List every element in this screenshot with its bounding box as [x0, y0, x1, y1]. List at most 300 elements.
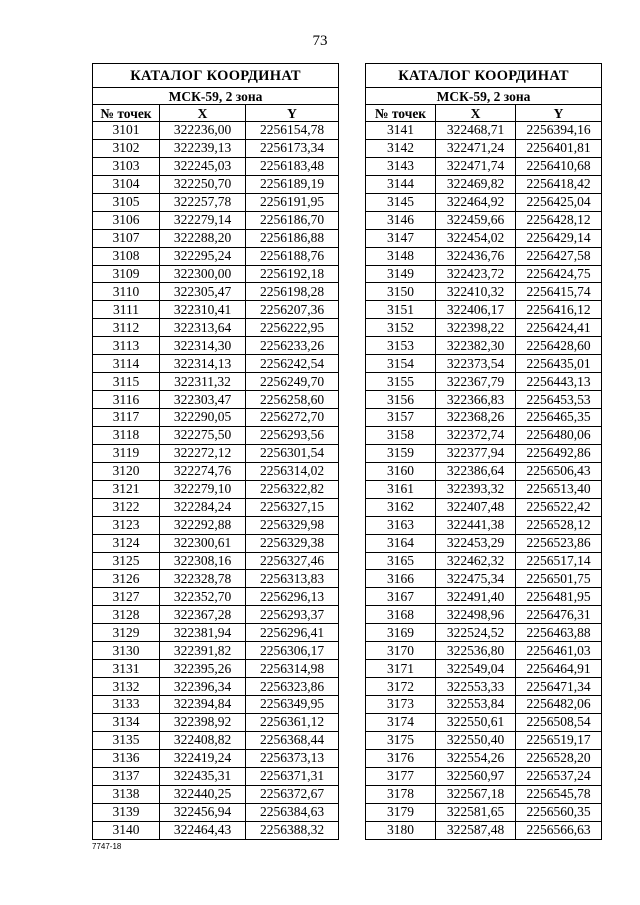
y-coordinate-cell: 2256327,46: [246, 552, 339, 570]
point-number-cell: 3174: [366, 713, 436, 731]
column-header-y: Y: [516, 105, 602, 122]
point-number-cell: 3127: [93, 588, 160, 606]
y-coordinate-cell: 2256233,26: [246, 337, 339, 355]
table-row: [93, 749, 339, 767]
x-coordinate-cell: 322398,22: [436, 319, 516, 337]
x-coordinate-cell: 322381,94: [160, 624, 246, 642]
table-row: [366, 265, 602, 283]
y-coordinate-cell: 2256306,17: [246, 642, 339, 660]
point-number-cell: 3122: [93, 498, 160, 516]
table-row: [93, 157, 339, 175]
y-coordinate-cell: 2256453,53: [516, 391, 602, 409]
point-number-cell: 3101: [93, 122, 160, 140]
table-row: [93, 660, 339, 678]
point-number-cell: 3158: [366, 426, 436, 444]
y-coordinate-cell: 2256418,42: [516, 175, 602, 193]
table-row: [93, 175, 339, 193]
point-number-cell: 3121: [93, 480, 160, 498]
x-coordinate-cell: 322310,41: [160, 301, 246, 319]
table-row: [93, 570, 339, 588]
point-number-cell: 3138: [93, 785, 160, 803]
x-coordinate-cell: 322440,25: [160, 785, 246, 803]
point-number-cell: 3120: [93, 462, 160, 480]
x-coordinate-cell: 322454,02: [436, 229, 516, 247]
x-coordinate-cell: 322311,32: [160, 373, 246, 391]
x-coordinate-cell: 322469,82: [436, 175, 516, 193]
table-row: [366, 409, 602, 427]
y-coordinate-cell: 2256506,43: [516, 462, 602, 480]
y-coordinate-cell: 2256545,78: [516, 785, 602, 803]
x-coordinate-cell: 322471,74: [436, 157, 516, 175]
x-coordinate-cell: 322456,94: [160, 803, 246, 821]
point-number-cell: 3157: [366, 409, 436, 427]
x-coordinate-cell: 322239,13: [160, 139, 246, 157]
y-coordinate-cell: 2256329,38: [246, 534, 339, 552]
table-row: [93, 606, 339, 624]
y-coordinate-cell: 2256428,60: [516, 337, 602, 355]
table-row: [93, 247, 339, 265]
y-coordinate-cell: 2256424,41: [516, 319, 602, 337]
point-number-cell: 3165: [366, 552, 436, 570]
point-number-cell: 3109: [93, 265, 160, 283]
page-number: 73: [312, 33, 328, 49]
x-coordinate-cell: 322491,40: [436, 588, 516, 606]
point-number-cell: 3151: [366, 301, 436, 319]
point-number-cell: 3163: [366, 516, 436, 534]
y-coordinate-cell: 2256272,70: [246, 409, 339, 427]
y-coordinate-cell: 2256296,13: [246, 588, 339, 606]
table-row: [93, 211, 339, 229]
x-coordinate-cell: 322305,47: [160, 283, 246, 301]
point-number-cell: 3141: [366, 122, 436, 140]
point-number-cell: 3143: [366, 157, 436, 175]
x-coordinate-cell: 322464,92: [436, 193, 516, 211]
x-coordinate-cell: 322395,26: [160, 660, 246, 678]
point-number-cell: 3155: [366, 373, 436, 391]
table-row: [366, 588, 602, 606]
table-row: [366, 498, 602, 516]
point-number-cell: 3126: [93, 570, 160, 588]
table-row: [93, 642, 339, 660]
x-coordinate-cell: 322423,72: [436, 265, 516, 283]
point-number-cell: 3161: [366, 480, 436, 498]
table-row: [366, 785, 602, 803]
point-number-cell: 3118: [93, 426, 160, 444]
table-row: [366, 480, 602, 498]
y-coordinate-cell: 2256476,31: [516, 606, 602, 624]
point-number-cell: 3103: [93, 157, 160, 175]
y-coordinate-cell: 2256528,20: [516, 749, 602, 767]
table-row: [366, 749, 602, 767]
point-number-cell: 3179: [366, 803, 436, 821]
catalog-title: КАТАЛОГ КООРДИНАТ: [93, 64, 339, 88]
y-coordinate-cell: 2256371,31: [246, 767, 339, 785]
x-coordinate-cell: 322275,50: [160, 426, 246, 444]
table-row: [93, 391, 339, 409]
y-coordinate-cell: 2256523,86: [516, 534, 602, 552]
x-coordinate-cell: 322314,13: [160, 355, 246, 373]
point-number-cell: 3108: [93, 247, 160, 265]
table-row: [366, 391, 602, 409]
y-coordinate-cell: 2256258,60: [246, 391, 339, 409]
column-header-y: Y: [246, 105, 339, 122]
y-coordinate-cell: 2256427,58: [516, 247, 602, 265]
table-row: [93, 373, 339, 391]
table-row: [93, 337, 339, 355]
table-row: [366, 193, 602, 211]
x-coordinate-cell: 322377,94: [436, 444, 516, 462]
x-coordinate-cell: 322290,05: [160, 409, 246, 427]
x-coordinate-cell: 322406,17: [436, 301, 516, 319]
point-number-cell: 3106: [93, 211, 160, 229]
y-coordinate-cell: 2256186,70: [246, 211, 339, 229]
point-number-cell: 3102: [93, 139, 160, 157]
y-coordinate-cell: 2256410,68: [516, 157, 602, 175]
point-number-cell: 3125: [93, 552, 160, 570]
y-coordinate-cell: 2256429,14: [516, 229, 602, 247]
table-row: [93, 193, 339, 211]
point-number-cell: 3140: [93, 821, 160, 839]
y-coordinate-cell: 2256296,41: [246, 624, 339, 642]
point-number-cell: 3167: [366, 588, 436, 606]
y-coordinate-cell: 2256313,83: [246, 570, 339, 588]
x-coordinate-cell: 322394,84: [160, 696, 246, 714]
point-number-cell: 3142: [366, 139, 436, 157]
table-row: [93, 713, 339, 731]
y-coordinate-cell: 2256508,54: [516, 713, 602, 731]
y-coordinate-cell: 2256519,17: [516, 731, 602, 749]
x-coordinate-cell: 322308,16: [160, 552, 246, 570]
x-coordinate-cell: 322398,92: [160, 713, 246, 731]
table-row: [366, 767, 602, 785]
x-coordinate-cell: 322292,88: [160, 516, 246, 534]
table-row: [366, 122, 602, 140]
point-number-cell: 3130: [93, 642, 160, 660]
table-row: [366, 534, 602, 552]
column-header-x: X: [436, 105, 516, 122]
x-coordinate-cell: 322408,82: [160, 731, 246, 749]
table-row: [93, 480, 339, 498]
table-row: [366, 157, 602, 175]
x-coordinate-cell: 322498,96: [436, 606, 516, 624]
y-coordinate-cell: 2256492,86: [516, 444, 602, 462]
y-coordinate-cell: 2256327,15: [246, 498, 339, 516]
y-coordinate-cell: 2256394,16: [516, 122, 602, 140]
table-row: [93, 534, 339, 552]
y-coordinate-cell: 2256388,32: [246, 821, 339, 839]
x-coordinate-cell: 322419,24: [160, 749, 246, 767]
y-coordinate-cell: 2256183,48: [246, 157, 339, 175]
point-number-cell: 3173: [366, 696, 436, 714]
point-number-cell: 3159: [366, 444, 436, 462]
x-coordinate-cell: 322567,18: [436, 785, 516, 803]
point-number-cell: 3128: [93, 606, 160, 624]
x-coordinate-cell: 322236,00: [160, 122, 246, 140]
x-coordinate-cell: 322300,61: [160, 534, 246, 552]
y-coordinate-cell: 2256384,63: [246, 803, 339, 821]
point-number-cell: 3149: [366, 265, 436, 283]
y-coordinate-cell: 2256463,88: [516, 624, 602, 642]
point-number-cell: 3124: [93, 534, 160, 552]
table-row: [366, 247, 602, 265]
x-coordinate-cell: 322393,32: [436, 480, 516, 498]
y-coordinate-cell: 2256566,63: [516, 821, 602, 839]
point-number-cell: 3119: [93, 444, 160, 462]
point-number-cell: 3180: [366, 821, 436, 839]
x-coordinate-cell: 322587,48: [436, 821, 516, 839]
y-coordinate-cell: 2256480,06: [516, 426, 602, 444]
point-number-cell: 3170: [366, 642, 436, 660]
x-coordinate-cell: 322373,54: [436, 355, 516, 373]
table-row: [366, 283, 602, 301]
x-coordinate-cell: 322436,76: [436, 247, 516, 265]
x-coordinate-cell: 322313,64: [160, 319, 246, 337]
table-row: [366, 552, 602, 570]
table-row: [366, 570, 602, 588]
y-coordinate-cell: 2256314,02: [246, 462, 339, 480]
y-coordinate-cell: 2256249,70: [246, 373, 339, 391]
x-coordinate-cell: 322581,65: [436, 803, 516, 821]
x-coordinate-cell: 322367,28: [160, 606, 246, 624]
y-coordinate-cell: 2256401,81: [516, 139, 602, 157]
table-row: [93, 462, 339, 480]
x-coordinate-cell: 322367,79: [436, 373, 516, 391]
table-row: [366, 211, 602, 229]
table-row: [93, 803, 339, 821]
x-coordinate-cell: 322396,34: [160, 678, 246, 696]
table-row: [93, 319, 339, 337]
y-coordinate-cell: 2256464,91: [516, 660, 602, 678]
catalog-subtitle: МСК-59, 2 зона: [93, 88, 339, 105]
point-number-cell: 3104: [93, 175, 160, 193]
table-row: [93, 122, 339, 140]
x-coordinate-cell: 322459,66: [436, 211, 516, 229]
point-number-cell: 3110: [93, 283, 160, 301]
point-number-cell: 3150: [366, 283, 436, 301]
x-coordinate-cell: 322554,26: [436, 749, 516, 767]
x-coordinate-cell: 322471,24: [436, 139, 516, 157]
point-number-cell: 3135: [93, 731, 160, 749]
table-row: [93, 355, 339, 373]
y-coordinate-cell: 2256461,03: [516, 642, 602, 660]
table-row: [366, 319, 602, 337]
catalog-title: КАТАЛОГ КООРДИНАТ: [366, 64, 602, 88]
x-coordinate-cell: 322257,78: [160, 193, 246, 211]
x-coordinate-cell: 322468,71: [436, 122, 516, 140]
table-row: [93, 301, 339, 319]
table-row: [366, 444, 602, 462]
point-number-cell: 3113: [93, 337, 160, 355]
x-coordinate-cell: 322386,64: [436, 462, 516, 480]
y-coordinate-cell: 2256465,35: [516, 409, 602, 427]
point-number-cell: 3107: [93, 229, 160, 247]
table-row: [366, 373, 602, 391]
table-row: [93, 498, 339, 516]
y-coordinate-cell: 2256513,40: [516, 480, 602, 498]
y-coordinate-cell: 2256222,95: [246, 319, 339, 337]
point-number-cell: 3134: [93, 713, 160, 731]
table-row: [93, 552, 339, 570]
coordinate-catalog-table-right: [365, 63, 602, 840]
column-header-point-number: № точек: [366, 105, 436, 122]
x-coordinate-cell: 322391,82: [160, 642, 246, 660]
y-coordinate-cell: 2256314,98: [246, 660, 339, 678]
x-coordinate-cell: 322279,10: [160, 480, 246, 498]
point-number-cell: 3115: [93, 373, 160, 391]
table-row: [366, 606, 602, 624]
y-coordinate-cell: 2256301,54: [246, 444, 339, 462]
y-coordinate-cell: 2256415,74: [516, 283, 602, 301]
x-coordinate-cell: 322441,38: [436, 516, 516, 534]
table-row: [366, 660, 602, 678]
y-coordinate-cell: 2256522,42: [516, 498, 602, 516]
y-coordinate-cell: 2256528,12: [516, 516, 602, 534]
x-coordinate-cell: 322453,29: [436, 534, 516, 552]
point-number-cell: 3148: [366, 247, 436, 265]
table-row: [366, 301, 602, 319]
y-coordinate-cell: 2256537,24: [516, 767, 602, 785]
y-coordinate-cell: 2256198,28: [246, 283, 339, 301]
x-coordinate-cell: 322536,80: [436, 642, 516, 660]
x-coordinate-cell: 322407,48: [436, 498, 516, 516]
x-coordinate-cell: 322382,30: [436, 337, 516, 355]
point-number-cell: 3116: [93, 391, 160, 409]
point-number-cell: 3153: [366, 337, 436, 355]
point-number-cell: 3172: [366, 678, 436, 696]
y-coordinate-cell: 2256517,14: [516, 552, 602, 570]
table-row: [93, 731, 339, 749]
point-number-cell: 3154: [366, 355, 436, 373]
point-number-cell: 3168: [366, 606, 436, 624]
x-coordinate-cell: 322245,03: [160, 157, 246, 175]
table-row: [366, 624, 602, 642]
y-coordinate-cell: 2256186,88: [246, 229, 339, 247]
point-number-cell: 3166: [366, 570, 436, 588]
point-number-cell: 3178: [366, 785, 436, 803]
point-number-cell: 3164: [366, 534, 436, 552]
table-row: [366, 803, 602, 821]
x-coordinate-cell: 322435,31: [160, 767, 246, 785]
x-coordinate-cell: 322462,32: [436, 552, 516, 570]
x-coordinate-cell: 322328,78: [160, 570, 246, 588]
y-coordinate-cell: 2256191,95: [246, 193, 339, 211]
table-row: [366, 462, 602, 480]
point-number-cell: 3136: [93, 749, 160, 767]
x-coordinate-cell: 322300,00: [160, 265, 246, 283]
y-coordinate-cell: 2256293,37: [246, 606, 339, 624]
table-row: [93, 588, 339, 606]
table-row: [93, 409, 339, 427]
table-row: [366, 337, 602, 355]
point-number-cell: 3162: [366, 498, 436, 516]
x-coordinate-cell: 322464,43: [160, 821, 246, 839]
x-coordinate-cell: 322284,24: [160, 498, 246, 516]
table-row: [93, 283, 339, 301]
point-number-cell: 3132: [93, 678, 160, 696]
table-row: [366, 696, 602, 714]
point-number-cell: 3146: [366, 211, 436, 229]
y-coordinate-cell: 2256361,12: [246, 713, 339, 731]
x-coordinate-cell: 322279,14: [160, 211, 246, 229]
y-coordinate-cell: 2256560,35: [516, 803, 602, 821]
y-coordinate-cell: 2256482,06: [516, 696, 602, 714]
x-coordinate-cell: 322475,34: [436, 570, 516, 588]
y-coordinate-cell: 2256425,04: [516, 193, 602, 211]
point-number-cell: 3133: [93, 696, 160, 714]
x-coordinate-cell: 322560,97: [436, 767, 516, 785]
x-coordinate-cell: 322295,24: [160, 247, 246, 265]
table-row: [93, 821, 339, 839]
y-coordinate-cell: 2256154,78: [246, 122, 339, 140]
x-coordinate-cell: 322274,76: [160, 462, 246, 480]
table-row: [366, 355, 602, 373]
point-number-cell: 3129: [93, 624, 160, 642]
y-coordinate-cell: 2256501,75: [516, 570, 602, 588]
table-row: [366, 713, 602, 731]
y-coordinate-cell: 2256322,82: [246, 480, 339, 498]
point-number-cell: 3112: [93, 319, 160, 337]
table-row: [366, 731, 602, 749]
point-number-cell: 3147: [366, 229, 436, 247]
table-row: [93, 624, 339, 642]
x-coordinate-cell: 322524,52: [436, 624, 516, 642]
table-row: [93, 229, 339, 247]
x-coordinate-cell: 322250,70: [160, 175, 246, 193]
y-coordinate-cell: 2256435,01: [516, 355, 602, 373]
table-row: [366, 821, 602, 839]
table-row: [93, 516, 339, 534]
table-row: [366, 642, 602, 660]
point-number-cell: 3117: [93, 409, 160, 427]
column-header-x: X: [160, 105, 246, 122]
table-row: [93, 678, 339, 696]
point-number-cell: 3171: [366, 660, 436, 678]
x-coordinate-cell: 322303,47: [160, 391, 246, 409]
document-code: 7747-18: [92, 842, 122, 851]
y-coordinate-cell: 2256189,19: [246, 175, 339, 193]
y-coordinate-cell: 2256188,76: [246, 247, 339, 265]
point-number-cell: 3145: [366, 193, 436, 211]
point-number-cell: 3156: [366, 391, 436, 409]
y-coordinate-cell: 2256443,13: [516, 373, 602, 391]
y-coordinate-cell: 2256372,67: [246, 785, 339, 803]
x-coordinate-cell: 322553,84: [436, 696, 516, 714]
x-coordinate-cell: 322368,26: [436, 409, 516, 427]
table-row: [366, 426, 602, 444]
y-coordinate-cell: 2256323,86: [246, 678, 339, 696]
y-coordinate-cell: 2256481,95: [516, 588, 602, 606]
point-number-cell: 3105: [93, 193, 160, 211]
point-number-cell: 3160: [366, 462, 436, 480]
table-row: [93, 139, 339, 157]
catalog-subtitle: МСК-59, 2 зона: [366, 88, 602, 105]
table-row: [93, 785, 339, 803]
table-row: [93, 426, 339, 444]
x-coordinate-cell: 322550,40: [436, 731, 516, 749]
point-number-cell: 3123: [93, 516, 160, 534]
table-row: [366, 175, 602, 193]
column-header-point-number: № точек: [93, 105, 160, 122]
x-coordinate-cell: 322553,33: [436, 678, 516, 696]
x-coordinate-cell: 322288,20: [160, 229, 246, 247]
point-number-cell: 3175: [366, 731, 436, 749]
y-coordinate-cell: 2256173,34: [246, 139, 339, 157]
y-coordinate-cell: 2256242,54: [246, 355, 339, 373]
coordinate-catalog-table-left: [92, 63, 339, 840]
y-coordinate-cell: 2256471,34: [516, 678, 602, 696]
y-coordinate-cell: 2256192,18: [246, 265, 339, 283]
point-number-cell: 3114: [93, 355, 160, 373]
